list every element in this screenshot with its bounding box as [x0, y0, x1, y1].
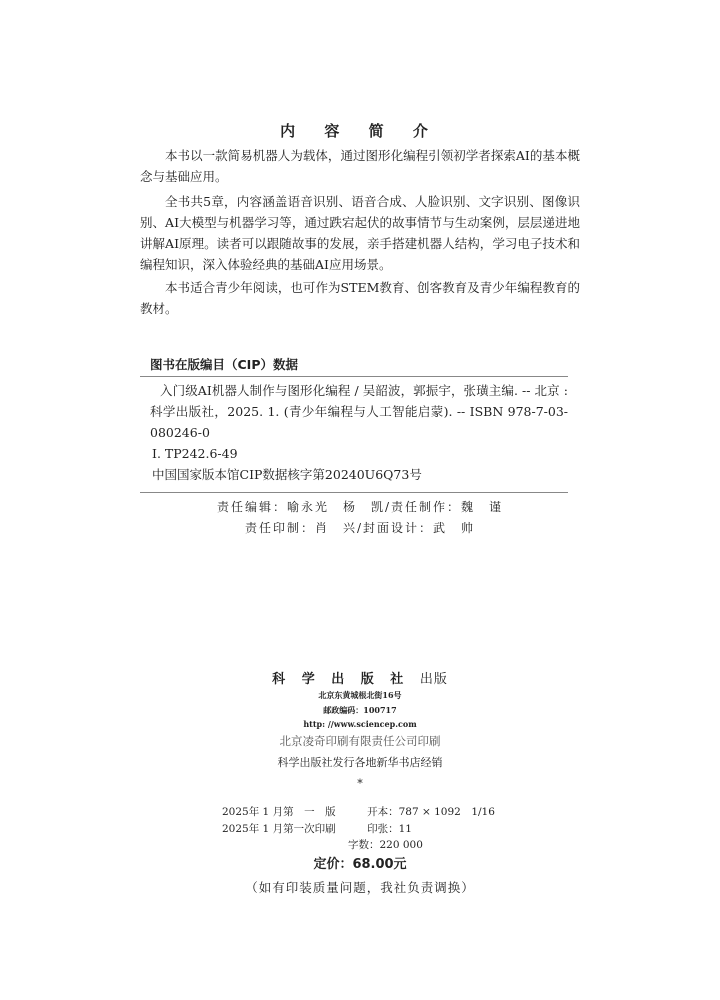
cip-bottom-rule [140, 492, 568, 493]
cip-approval: 中国国家版本馆CIP数据核字第20240U6Q73号 [152, 467, 422, 482]
summary-paragraph-3: 本书适合青少年阅读，也可作为STEM教育、创客教育及青少年编程教育的教材。 [140, 280, 580, 316]
editors-line-2: 责任印制：肖 兴/封面设计：武 帅 [244, 521, 476, 535]
edition-line-1: 2025年 1 月第 一 版 开本：787 × 1092 1/16 [222, 806, 495, 818]
printer-line: 北京凌奇印刷有限责任公司印刷 [279, 734, 441, 748]
summary-heading: 内 容 简 介 [280, 122, 440, 140]
publisher-name-suffix: 出版 [419, 672, 448, 687]
publisher-postcode: 邮政编码：100717 [323, 705, 397, 715]
distribution-line: 科学出版社发行各地新华书店经销 [277, 756, 443, 769]
editors-line-1: 责任编辑：喻永光 杨 凯/责任制作：魏 谨 [216, 500, 504, 514]
cip-block [140, 380, 568, 485]
edition-line-2: 2025年 1 月第一次印刷 印张：11 [222, 823, 412, 835]
quality-notice: （如有印装质量问题，我社负责调换） [245, 880, 475, 895]
publisher-address: 北京东黄城根北街16号 [318, 690, 402, 700]
edition-line-3: 字数：220 000 [222, 839, 423, 851]
summary-paragraph-2: 全书共5章，内容涵盖语音识别、语音合成、人脸识别、文字识别、图像识别、AI大模型与机器学习等，通过跌宕起伏的故事情节与生动案例，层层递进地讲解AI原理。读者可以跟随故事的发展，亲手搭建机器人结构，学习电子技术和编程知识，深入体验经典的基础AI应用场景。 [140, 194, 580, 272]
publisher-website: http: //www.sciencep.com [303, 719, 417, 729]
cip-record: 入门级AI机器人制作与图形化编程 / 吴韶波，郭振宇，张璜主编. -- 北京 : 科学出版社，2025. 1. (青少年编程与人工智能启蒙). -- ISBN 978-7-03-080246-0 [150, 383, 568, 440]
summary-paragraph-1: 本书以一款简易机器人为载体，通过图形化编程引领初学者探索AI的基本概念与基础应用。 [140, 148, 580, 184]
publisher-name [0, 668, 720, 687]
separator-star: * [357, 777, 363, 790]
cip-top-rule [140, 376, 568, 377]
cip-classification: Ⅰ. TP242.6-49 [152, 446, 238, 461]
publisher-name-text: 科 学 出 版 社 [272, 672, 410, 687]
cip-heading: 图书在版编目（CIP）数据 [150, 357, 298, 372]
price: 定价：68.00元 [313, 857, 407, 872]
